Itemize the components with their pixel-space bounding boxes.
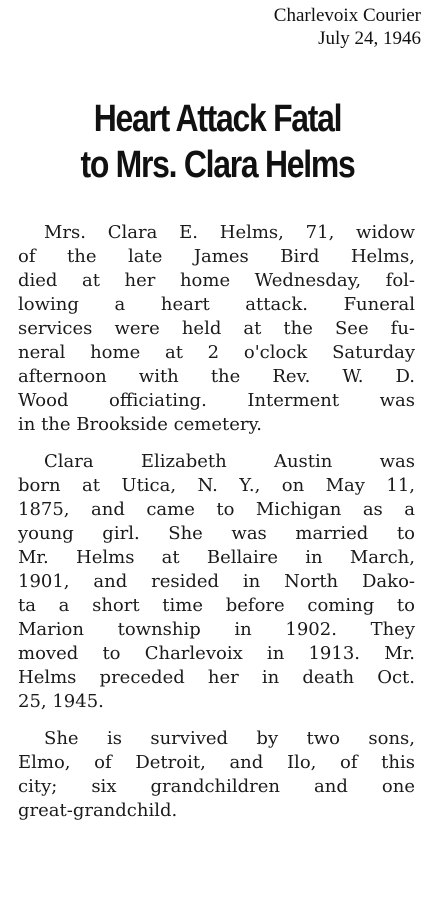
article-line: She is survived by two sons,: [44, 728, 415, 749]
headline-line-2: to Mrs. Clara Helms: [80, 144, 355, 186]
paragraph-3: [18, 727, 415, 823]
article-line: moved to Charlevoix in 1913. Mr.: [18, 643, 415, 664]
article-body: [18, 221, 415, 836]
article-line: services were held at the See fu-: [18, 318, 415, 339]
article-line: lowing a heart attack. Funeral: [18, 294, 415, 315]
article-line: great-grandchild.: [18, 800, 178, 821]
article-line: Elmo, of Detroit, and Ilo, of this: [18, 752, 415, 773]
article-line: young girl. She was married to: [18, 523, 415, 544]
paragraph-1: [18, 221, 415, 437]
article-line: neral home at 2 o'clock Saturday: [18, 342, 415, 363]
article-line: 1901, and resided in North Dako-: [18, 571, 415, 592]
paragraph-2: [18, 450, 415, 714]
article-line: ta a short time before coming to: [18, 595, 415, 616]
headline-line-1: Heart Attack Fatal: [93, 98, 342, 140]
source-citation: [274, 4, 421, 50]
article-line: afternoon with the Rev. W. D.: [18, 366, 415, 387]
article-line: Helms preceded her in death Oct.: [18, 667, 415, 688]
article-line: 1875, and came to Michigan as a: [18, 499, 415, 520]
article-line: Marion township in 1902. They: [18, 619, 415, 640]
publication-name: Charlevoix Courier: [273, 5, 421, 26]
article-line: Mr. Helms at Bellaire in March,: [18, 547, 415, 568]
article-line: city; six grandchildren and one: [18, 776, 415, 797]
article-line: Clara Elizabeth Austin was: [44, 451, 415, 472]
article-line: born at Utica, N. Y., on May 11,: [18, 475, 415, 496]
article-line: died at her home Wednesday, fol-: [18, 270, 415, 291]
article-line: in the Brookside cemetery.: [18, 414, 263, 435]
article-line: of the late James Bird Helms,: [18, 246, 415, 267]
article-line: 25, 1945.: [18, 691, 104, 712]
publication-date: July 24, 1946: [318, 28, 421, 49]
article-line: Mrs. Clara E. Helms, 71, widow: [44, 222, 415, 243]
article-line: Wood officiating. Interment was: [18, 390, 415, 411]
headline: [35, 96, 400, 188]
